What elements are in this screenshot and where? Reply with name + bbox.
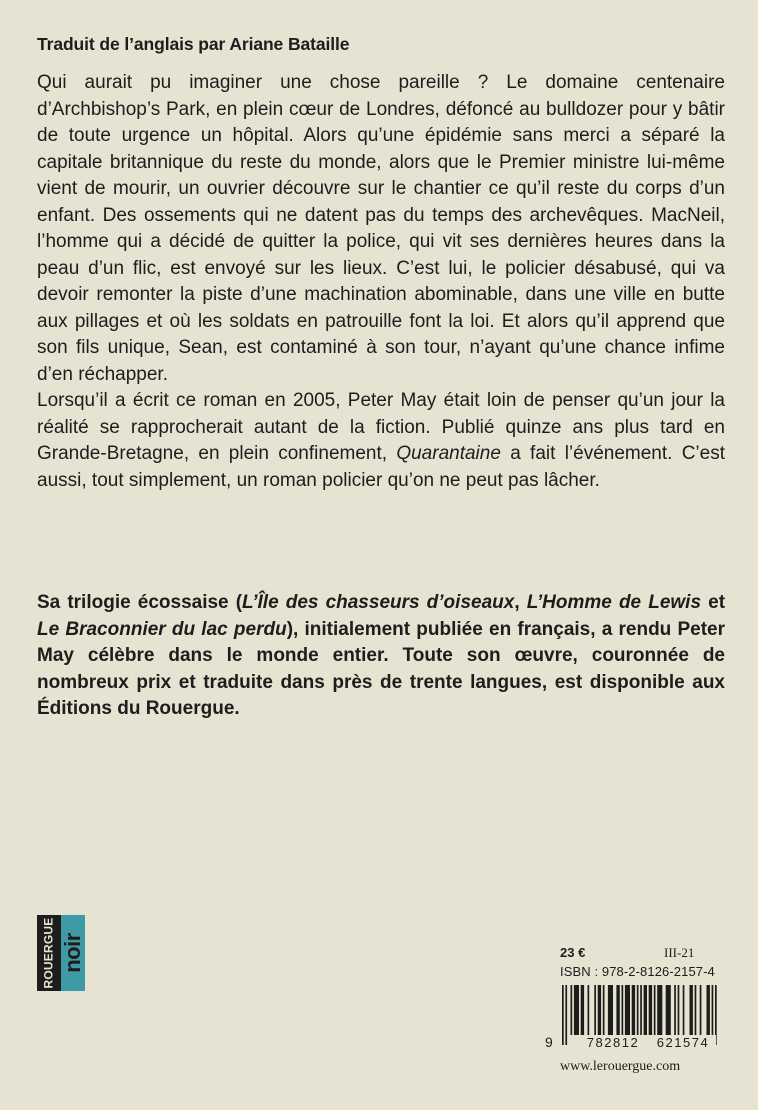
logo-rouergue-text: ROUERGUE — [41, 917, 56, 989]
trilogy-title-1: L’Île des chasseurs d’oiseaux — [242, 592, 515, 613]
author-note-text-2: , — [514, 592, 527, 613]
summary-text — [37, 70, 725, 494]
barcode-bar — [678, 985, 680, 1035]
book-title: Quarantaine — [396, 443, 501, 464]
barcode-bar — [632, 985, 635, 1035]
summary-paragraph-2 — [37, 388, 725, 494]
barcode-bar — [649, 985, 652, 1035]
isbn: ISBN : 978-2-8126-2157-4 — [560, 964, 715, 979]
barcode-bar — [644, 985, 647, 1035]
summary-p2-text-end: a fait l’événement. C’est aussi, tout simplement, un roman policier qu’on ne peut pas lâcher. — [37, 443, 725, 491]
barcode-bar — [666, 985, 671, 1035]
trilogy-title-3: Le Braconnier du lac perdu — [37, 618, 287, 640]
barcode-digits-group-2: 621574 — [656, 1035, 710, 1049]
logo-noir-band — [61, 915, 85, 991]
author-note-text-1: Sa trilogie écossaise ( — [37, 592, 243, 613]
barcode-bar — [588, 985, 590, 1035]
reference-code: III-21 — [664, 945, 695, 960]
trilogy-title-2: L’Homme de Lewis — [526, 592, 702, 613]
barcode-bar — [571, 985, 573, 1035]
barcode-bar — [695, 985, 697, 1035]
barcode-bar — [690, 985, 693, 1035]
barcode-bar — [598, 985, 601, 1035]
author-note-text-3: et — [701, 592, 726, 613]
author-note-text-4: ), initialement publiée en français, a rendu Peter May célèbre dans le monde entier. Toute son œuvre, couronnée de nombreux prix et traduite dans près de trente langues, est disponible aux Éditions du Rouergue. — [37, 618, 726, 719]
barcode-bar — [657, 985, 662, 1035]
translator-credit: Traduit de l’anglais par Ariane Bataille — [37, 34, 350, 54]
barcode-bar — [565, 985, 567, 1045]
barcode-bar — [707, 985, 710, 1035]
barcode-bar — [625, 985, 630, 1035]
publisher-website: www.lerouergue.com — [560, 1059, 681, 1074]
author-note — [37, 590, 725, 723]
barcode-bar — [674, 985, 676, 1035]
logo-rouergue-band — [37, 915, 59, 991]
barcode-bar — [562, 985, 564, 1045]
barcode-bar — [616, 985, 619, 1035]
barcode-bar — [700, 985, 702, 1035]
barcode-bar — [622, 985, 624, 1035]
barcode-bar — [603, 985, 605, 1035]
barcode-bar — [683, 985, 685, 1035]
barcode-bar — [581, 985, 584, 1035]
summary-p2-text: Lorsqu’il a écrit ce roman en 2005, Peter May était loin de penser qu’un jour la réalité se rapprocherait autant de la fiction. Publié quinze ans plus tard en Grande-Bretagne, en plein confinement, — [37, 390, 725, 464]
barcode-bar — [594, 985, 596, 1035]
summary-paragraph-1: Qui aurait pu imaginer une chose pareille ? Le domaine centenaire d’Archbishop’s Park, en plein cœur de Londres, défoncé au bulldozer pour y bâtir de toute urgence un hôpital. Alors qu’une épidémie sans merci a séparé la capitale britannique du reste du monde, alors que le Premier ministre lui-même vient de mourir, un ouvrier découvre sur le chantier ce qu’il reste du corps d’un enfant. Des ossements qui ne datent pas du temps des archevêques. MacNeil, l’homme qui a décidé de quitter la police, qui vit ses dernières heures dans la peau d’un flic, est envoyé sur les lieux. C’est lui, le policier désabusé, qui va devoir remonter la piste d’une machination abominable, dans une ville en butte aux pillages et où les soldats en patrouille font la loi. Et alors qu’il apprend que son fils unique, Sean, est contaminé à son tour, n’ayant qu’une chance infime d’en réchapper. — [37, 72, 725, 385]
barcode-bar — [608, 985, 613, 1035]
price: 23 € — [560, 945, 586, 960]
barcode-bar — [574, 985, 579, 1035]
barcode-first-digit: 9 — [545, 1034, 553, 1050]
barcode — [560, 985, 720, 1049]
barcode-graphic — [560, 985, 720, 1049]
rouergue-noir-logo — [37, 915, 85, 991]
barcode-bar — [654, 985, 656, 1035]
logo-noir-text: noir — [60, 933, 85, 973]
barcode-digits-group-1: 782812 — [586, 1035, 640, 1049]
